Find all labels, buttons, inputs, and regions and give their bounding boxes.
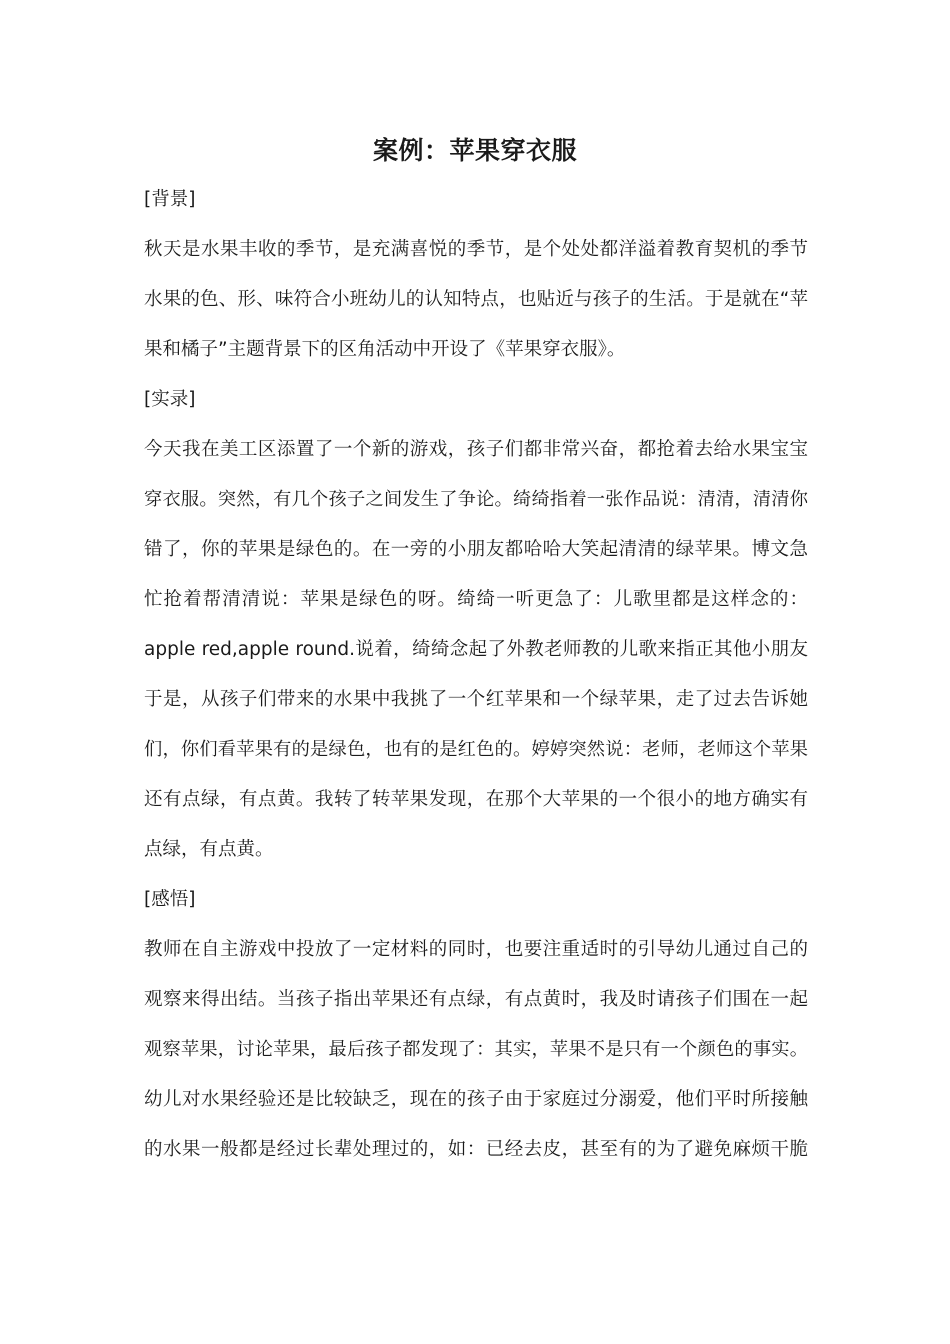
paragraph-line: 穿衣服。突然，有几个孩子之间发生了争论。绮绮指着一张作品说：清清，清清你 <box>144 489 808 510</box>
paragraph-line: 教师在自主游戏中投放了一定材料的同时，也要注重适时的引导幼儿通过自己的 <box>144 939 808 960</box>
paragraph-line: 秋天是水果丰收的季节，是充满喜悦的季节，是个处处都洋溢着教育契机的季节 <box>144 239 808 260</box>
paragraph-line: 的水果一般都是经过长辈处理过的，如：已经去皮，甚至有的为了避免麻烦干脆 <box>144 1139 808 1160</box>
paragraph-line: 于是，从孩子们带来的水果中我挑了一个红苹果和一个绿苹果，走了过去告诉她 <box>144 689 808 710</box>
paragraph-line: 今天我在美工区添置了一个新的游戏，孩子们都非常兴奋，都抢着去给水果宝宝 <box>144 439 808 460</box>
document-title: 案例：苹果穿衣服 <box>372 136 577 165</box>
paragraph-line: 观察苹果，讨论苹果，最后孩子都发现了：其实，苹果不是只有一个颜色的事实。 <box>144 1039 808 1060</box>
section-heading-record: [实录] <box>144 389 196 410</box>
paragraph-line: 水果的色、形、味符合小班幼儿的认知特点，也贴近与孩子的生活。于是就在“苹 <box>144 289 808 310</box>
paragraph-line: 错了，你的苹果是绿色的。在一旁的小朋友都哈哈大笑起清清的绿苹果。博文急 <box>144 539 808 560</box>
paragraph-line: 果和橘子”主题背景下的区角活动中开设了《苹果穿衣服》。 <box>144 339 626 360</box>
paragraph-line: 还有点绿，有点黄。我转了转苹果发现，在那个大苹果的一个很小的地方确实有 <box>144 789 808 810</box>
section-heading-background: [背景] <box>144 189 196 210</box>
paragraph-line: 幼儿对水果经验还是比较缺乏，现在的孩子由于家庭过分溺爱，他们平时所接触 <box>144 1089 808 1110</box>
paragraph-line: 点绿，有点黄。 <box>144 839 274 860</box>
paragraph-line: apple red,apple round.说着，绮绮念起了外教老师教的儿歌来指正其他小朋友 <box>144 639 808 660</box>
paragraph-line: 们，你们看苹果有的是绿色，也有的是红色的。婷婷突然说：老师，老师这个苹果 <box>144 739 808 760</box>
paragraph-line: 忙抢着帮清清说：苹果是绿色的呀。绮绮一听更急了：儿歌里都是这样念的： <box>144 589 808 610</box>
document-body <box>144 182 808 1182</box>
paragraph-line: 观察来得出结。当孩子指出苹果还有点绿，有点黄时，我及时请孩子们围在一起 <box>144 989 808 1010</box>
section-heading-reflection: [感悟] <box>144 889 196 910</box>
